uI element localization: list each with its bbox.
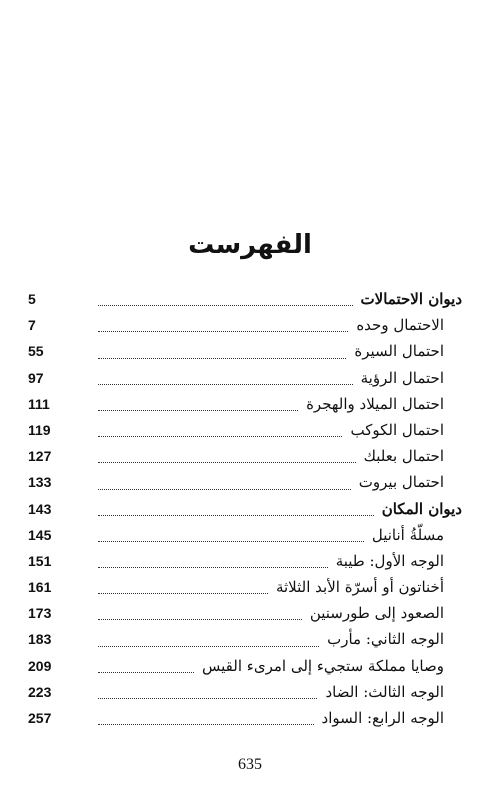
toc-entry-page: 111 <box>28 395 50 412</box>
toc-entry <box>28 365 462 391</box>
toc-entry <box>28 469 462 495</box>
dot-leader <box>98 540 364 542</box>
toc-entry-title: احتمال الكوكب <box>350 420 444 439</box>
toc-entry-page: 161 <box>28 579 52 596</box>
toc-entry <box>28 679 462 705</box>
toc-entry <box>28 417 462 443</box>
toc-entry-title: الوجه الثاني: مأرب <box>327 630 444 649</box>
toc-entry-page: 119 <box>28 421 51 438</box>
dot-leader <box>98 723 314 725</box>
toc-entry <box>28 522 462 548</box>
toc-entry-page: 55 <box>28 343 44 360</box>
toc-entry-title: الاحتمال وحده <box>356 316 444 335</box>
page-number: 635 <box>238 756 262 773</box>
toc-entry-title: الوجه الرابع: السواد <box>321 709 444 727</box>
toc-entry-title: الوجه الأول: طيبة <box>335 551 444 570</box>
toc-entry-page: 151 <box>28 552 52 569</box>
toc-entry-page: 127 <box>28 448 52 465</box>
toc-entry-title: احتمال الميلاد والهجرة <box>306 394 444 413</box>
toc-entry <box>28 705 462 731</box>
toc-entry-page: 209 <box>28 657 52 674</box>
toc-entry-page: 145 <box>28 526 52 543</box>
toc-entry-title: الوجه الثالث: الضاد <box>325 682 444 701</box>
toc-entry <box>28 600 462 626</box>
toc-entry-page: 5 <box>28 291 36 307</box>
toc-entry <box>28 312 462 338</box>
dot-leader <box>98 357 346 359</box>
dot-leader <box>98 435 342 437</box>
dot-leader <box>98 383 353 385</box>
dot-leader <box>98 409 298 411</box>
toc-entry <box>28 391 462 417</box>
dot-leader <box>98 592 268 594</box>
toc-entry-title: الصعود إلى طورسنين <box>309 604 444 623</box>
toc-entry-page: 173 <box>28 605 52 622</box>
dot-leader <box>98 566 328 568</box>
toc-entry-page: 257 <box>28 710 52 726</box>
toc-entry-title: احتمال بعلبك <box>363 447 444 466</box>
toc-entry <box>28 338 462 364</box>
toc-entry-title: أخناتون أو أسرّة الأبد الثلاثة <box>275 578 444 597</box>
dot-leader <box>98 697 317 699</box>
page-title: الفهرست <box>188 230 312 261</box>
toc-entry-page: 133 <box>28 474 52 491</box>
dot-leader <box>98 514 374 516</box>
toc-entry-title: وصايا مملكة ستجيء إلى امرىء القيس <box>202 656 444 675</box>
toc-entry <box>28 626 462 652</box>
dot-leader <box>98 671 194 673</box>
dot-leader <box>98 304 353 306</box>
dot-leader <box>98 461 356 463</box>
dot-leader <box>98 618 302 620</box>
toc-entry-page: 183 <box>28 631 52 648</box>
toc-entry <box>28 548 462 574</box>
toc-entry-title: احتمال بيروت <box>358 473 444 492</box>
toc-entry <box>28 653 462 679</box>
toc-entry-title: احتمال السيرة <box>354 342 444 361</box>
toc-entry-title: ديوان الاحتمالات <box>360 290 462 308</box>
toc-entry <box>28 286 462 312</box>
toc-entry <box>28 496 462 522</box>
toc-entry-title: احتمال الرؤية <box>360 368 444 387</box>
toc-entry-page: 223 <box>28 683 52 700</box>
toc-entry-page: 97 <box>28 369 44 386</box>
toc-entry-page: 143 <box>28 500 52 517</box>
toc-entry-page: 7 <box>28 317 36 334</box>
dot-leader <box>98 645 319 647</box>
toc-entry-title: ديوان المكان <box>381 499 462 518</box>
toc-entry <box>28 574 462 600</box>
dot-leader <box>98 488 351 490</box>
dot-leader <box>98 330 348 332</box>
table-of-contents <box>28 286 462 731</box>
toc-entry-title: مسلّةُ أنانيل <box>371 525 444 544</box>
toc-entry <box>28 443 462 469</box>
